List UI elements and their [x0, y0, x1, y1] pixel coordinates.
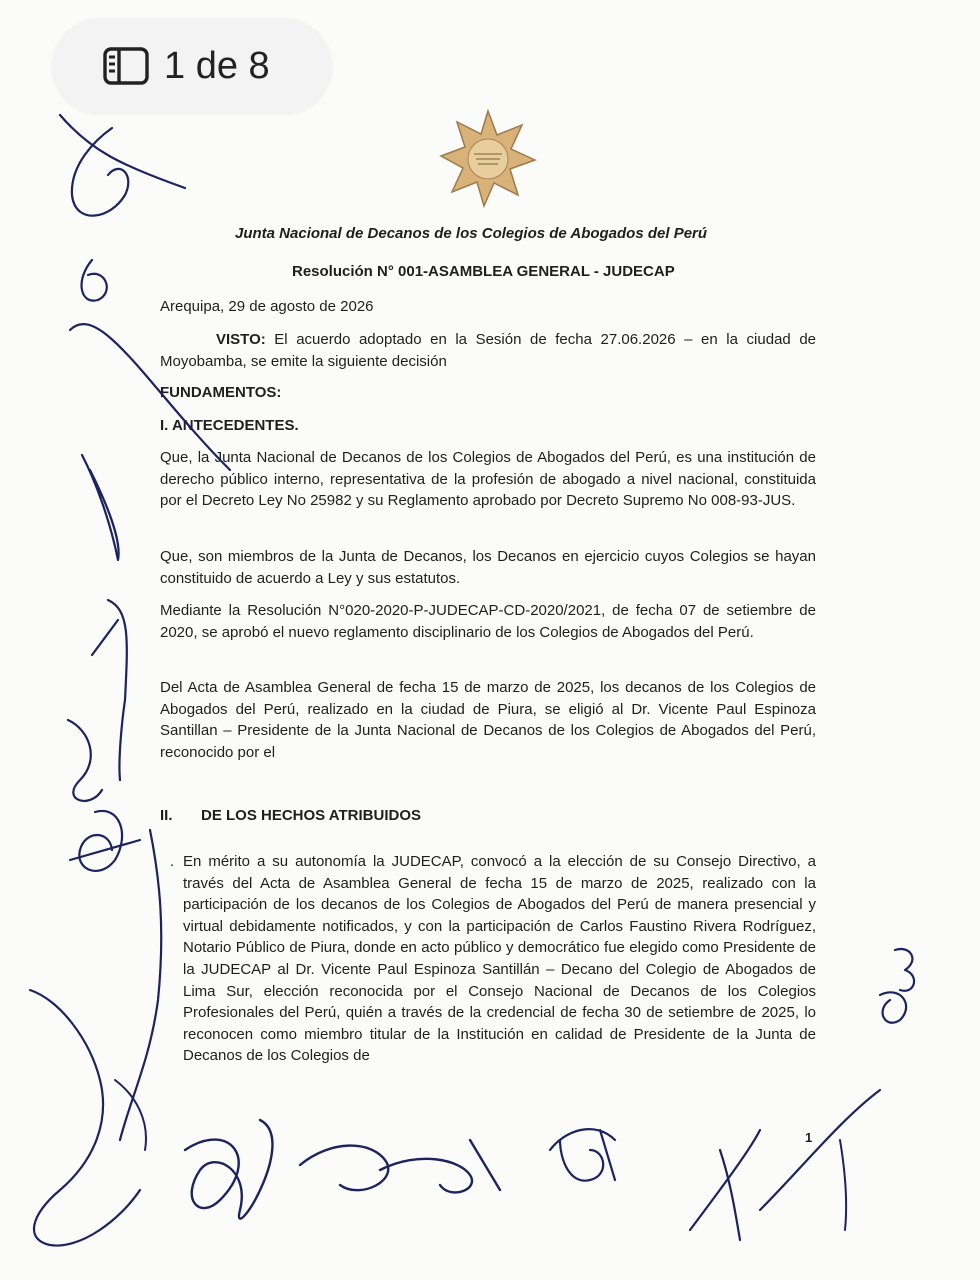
- page-number: 1: [805, 1130, 813, 1145]
- resolution-title: Resolución N° 001-ASAMBLEA GENERAL - JUDECAP: [292, 263, 675, 280]
- section-heading-antecedentes: I. ANTECEDENTES.: [160, 417, 299, 434]
- paragraph-5: En mérito a su autonomía la JUDECAP, convocó a la elección de su Consejo Directivo, a través del Acta de Asamblea General de fecha 15 de marzo de 2025, realizado con la participación de los decanos de los Colegios de Abogados del Perú de manera presencial y virtual debidamente notificados, y con la participación de Carlos Faustino Rivera Rodríguez, Notario Público de Piura, donde en acto público y democrático fue elegido como Presidente de la JUDECAP al Dr. Vicente Paul Espinoza Santillán – Decano del Colegio de Abogados de Lima Sur, elección reconocida por el Consejo Nacional de Decanos de los Colegios Profesionales del Perú, quién a través de la credencial de fecha 30 de setiembre de 2025, lo reconocen como miembro titular de la Institución en calidad de Presidente de la Junta de Decanos de los Colegios de: [183, 853, 816, 1065]
- section-number-2: II.: [160, 807, 173, 824]
- reader-icon: [102, 46, 150, 86]
- paragraph-2: Que, son miembros de la Junta de Decanos, los Decanos en ejercicio cuyos Colegios se hayan constituido de acuerdo a Ley y sus estatutos.: [160, 548, 816, 587]
- visto-text: El acuerdo adoptado en la Sesión de fecha 27.06.2026 – en la ciudad de Moyobamba, se emite la siguiente decisión: [160, 331, 816, 370]
- visto-paragraph: [160, 329, 816, 372]
- date-line: Arequipa, 29 de agosto de 2026: [160, 298, 374, 315]
- paragraph-1: Que, la Junta Nacional de Decanos de los Colegios de Abogados del Perú, es una institución de derecho público interno, representativa de la profesión de abogado a nivel nacional, constituida por el Decreto Ley No 25982 y su Reglamento aprobado por Decreto Supremo No 008-93-JUS.: [160, 449, 816, 510]
- visto-label: VISTO:: [216, 331, 266, 348]
- page-indicator-label: 1 de 8: [164, 44, 270, 87]
- paragraph-3: Mediante la Resolución N°020-2020-P-JUDECAP-CD-2020/2021, de fecha 07 de setiembre de 2020, se aprobó el nuevo reglamento disciplinario de los Colegios de Abogados del Perú.: [160, 602, 816, 641]
- paragraph-4: Del Acta de Asamblea General de fecha 15 de marzo de 2025, los decanos de los Colegios de Abogados del Perú, realizado en la ciudad de Piura, se eligió al Dr. Vicente Paul Espinoza Santillan – Presidente de la Junta Nacional de Decanos de los Colegios de Abogados del Perú, reconocido por el: [160, 679, 816, 761]
- section-heading-hechos: DE LOS HECHOS ATRIBUIDOS: [201, 807, 422, 824]
- paragraph-5-bullet: .: [170, 853, 175, 870]
- star-seal-icon: [438, 108, 538, 208]
- fundamentos-heading: FUNDAMENTOS:: [160, 384, 282, 401]
- institution-title: Junta Nacional de Decanos de los Colegios de Abogados del Perú: [235, 225, 708, 242]
- page-indicator[interactable]: [52, 18, 332, 114]
